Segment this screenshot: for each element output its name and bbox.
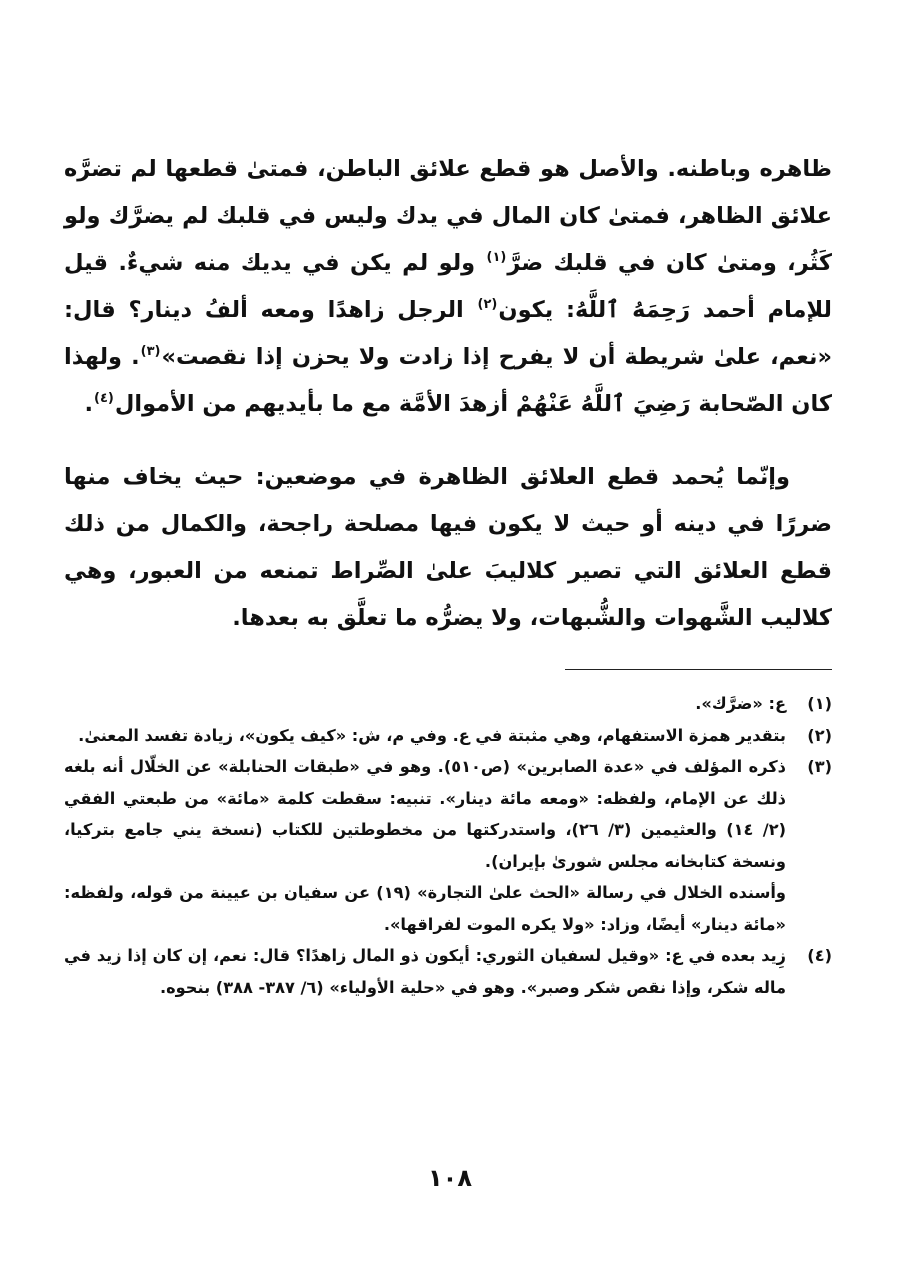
footnote-text [64,688,786,720]
body-paragraph-1 [64,146,832,428]
paragraph-1-text-segment: ظاهره وباطنه. والأصل هو قطع علائق الباطن، فمتىٰ قطعها لم تضرَّه علائق الظاهر، فمتىٰ كان المال في يدك وليس في قلبك لم يضرَّك ولو كَثُر، ومتىٰ كان في قلبك ضرَّ [64,156,832,276]
footnote-4 [64,940,832,1003]
footnote-3 [64,751,832,940]
main-text [64,146,832,642]
footnote-paragraph: زِيد بعده في ع: «وقيل لسفيان الثوري: أيكون ذو المال زاهدًا؟ قال: نعم، إن كان إذا زيد في ماله شكر، وإذا نقص شكر وصبر». وهو في «حلية الأولياء» (٦/ ٣٨٧- ٣٨٨) بنحوه. [64,946,786,997]
footnote-reference-1[interactable]: (١) [486,250,507,265]
footnote-reference-4[interactable]: (٤) [94,391,114,406]
footnotes-section [64,688,832,1003]
paragraph-1-text-segment: . [84,391,93,417]
footnote-paragraph: بتقدير همزة الاستفهام، وهي مثبتة في ع. وفي م، ش: «كيف يكون»، زيادة تفسد المعنىٰ. [78,725,786,745]
paragraph-1-text-segment: ولو لم يكن في يديك منه شيءٌ. قيل للإمام أحمد رَحِمَهُ ٱللَّهُ: يكون [64,250,832,323]
paragraph-1-text-segment: . ولهذا كان الصّحابة رَضِيَ ٱللَّهُ عَنْهُمْ أزهدَ الأمَّة مع ما بأيديهم من الأموال [64,344,832,417]
footnote-number: (١) [807,694,832,713]
footnote-number: (٢) [807,725,832,745]
footnote-reference-2[interactable]: (٢) [477,297,498,312]
page-number: ١٠٨ [428,1164,472,1192]
footnote-text [64,720,786,752]
footnote-number: (٤) [807,946,832,965]
paragraph-1-text-segment: الرجل زاهدًا ومعه ألفُ دينار؟ قال: «نعم، علىٰ شريطة أن لا يفرح إذا زادت ولا يحزن إذا نقصت» [64,297,832,370]
footnote-2 [64,720,832,752]
footnote-text [64,751,786,940]
footnote-separator [565,669,832,670]
footnote-paragraph: وأسنده الخلال في رسالة «الحث علىٰ التجارة» (١٩) عن سفيان بن عيينة من قوله، ولفظه: «مائة دينار» أيضًا، وزاد: «ولا يكره الموت لفراقها». [64,883,786,934]
footnote-paragraph: ذكره المؤلف في «عدة الصابرين» (ص٥١٠). وهو في «طبقات الحنابلة» عن الخلّال أنه بلغه ذلك عن الإمام، ولفظه: «ومعه مائة دينار». تنبيه: سقطت كلمة «مائة» من طبعتي الفقي (٢/ ١٤) والعثيمين (٣/ ٢٦)، واستدركتها من مخطوطتين للكتاب (نسخة يني جامع بتركيا، ونسخة كتابخانه مجلس شورىٰ بإيران). [64,757,786,871]
footnote-1 [64,688,832,720]
footnote-number: (٣) [807,757,832,776]
footnote-text [64,940,786,1003]
footnote-reference-3[interactable]: (٣) [140,344,161,359]
body-paragraph-2: وإنّما يُحمد قطع العلائق الظاهرة في موضعين: حيث يخاف منها ضررًا في دينه أو حيث لا يكون فيها مصلحة راجحة، والكمال من ذلك قطع العلائق التي تصير كلاليبَ علىٰ الصِّراط تمنعه من العبور، وهي كلاليب الشَّهوات والشُّبهات، ولا يضرُّه ما تعلَّق به بعدها. [64,464,832,631]
footnote-paragraph: ع: «ضرَّك». [695,694,786,713]
